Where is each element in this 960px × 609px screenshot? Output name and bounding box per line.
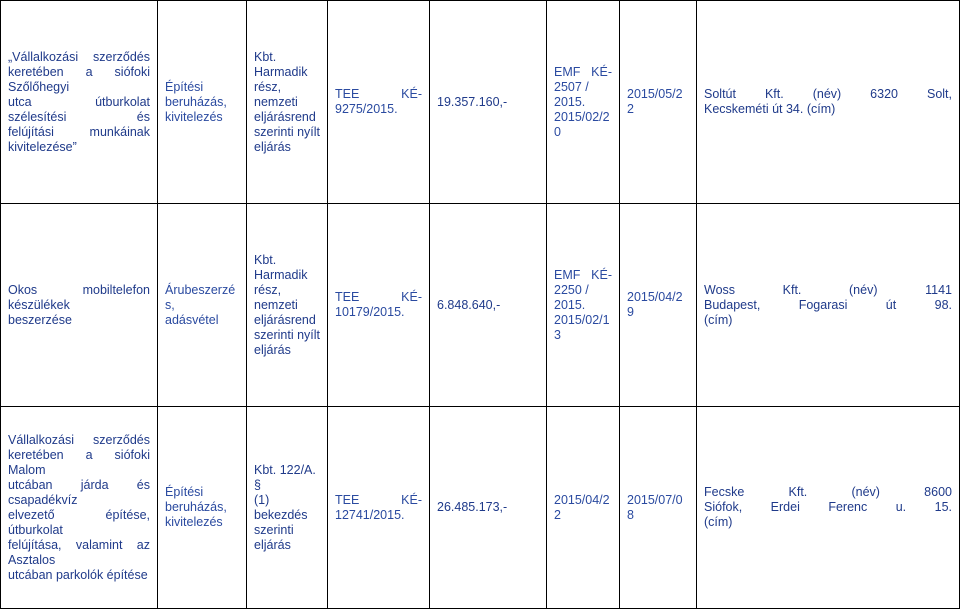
text-line: Építési [165, 79, 204, 94]
text-line: 2507 / 2015. [554, 79, 589, 109]
contract-description-cell [1, 1, 158, 204]
date-cell [620, 407, 697, 609]
text-line: EMF KÉ- [554, 267, 612, 282]
text-line: 2250 / 2015. [554, 282, 589, 312]
text-line: eljárás [254, 139, 291, 154]
contract-type-cell [158, 204, 247, 407]
contract-value-cell [430, 204, 547, 407]
text-line: 19.357.160,- [437, 94, 508, 109]
text-line: 6.848.640,- [437, 297, 501, 312]
text-line: Árubeszerzés, [165, 282, 236, 312]
text-line: Siófok, Erdei Ferenc u. 15. [704, 500, 952, 514]
text-line: Budapest, Fogarasi út 98. [704, 297, 952, 312]
text-line: Okos mobiltelefon készülékek [8, 282, 150, 312]
contract-value-cell [430, 1, 547, 204]
table-row [1, 1, 960, 204]
text-line: felújítási munkáinak [8, 124, 150, 139]
tee-reference-cell [328, 1, 430, 204]
text-line: keretében a siófoki Szőlőhegyi [8, 64, 150, 94]
text-line: eljárás [254, 342, 291, 357]
text-line: beruházás, [165, 500, 227, 514]
text-line: felújítása, valamint az Asztalos [8, 537, 150, 567]
procedure-cell [247, 204, 328, 407]
text-line: Vállalkozási szerződés [8, 432, 150, 447]
tee-reference-cell [328, 407, 430, 609]
winner-cell [697, 407, 960, 609]
text-line: kivitelezése” [8, 139, 77, 154]
text-line: 2015/02/13 [554, 312, 610, 342]
contract-value-cell [430, 407, 547, 609]
emf-reference-cell [547, 204, 620, 407]
text-line: 9275/2015. [335, 102, 398, 116]
text-line: (cím) [704, 312, 733, 327]
procedure-cell [247, 1, 328, 204]
winner-cell [697, 204, 960, 407]
tee-reference-cell [328, 204, 430, 407]
text-line: Kbt. 122/A. § [254, 462, 316, 492]
text-line: Kecskeméti út 34. (cím) [704, 102, 836, 116]
text-line: (cím) [704, 515, 733, 529]
text-line: eljárásrend [254, 109, 316, 124]
text-line: utcában járda és csapadékvíz [8, 477, 150, 507]
text-line: Építési [165, 485, 204, 499]
date-cell [620, 204, 697, 407]
text-line: kivitelezés [165, 109, 223, 124]
text-line: eljárásrend [254, 312, 316, 327]
procedure-cell [247, 407, 328, 609]
contract-type-cell [158, 1, 247, 204]
winner-cell [697, 1, 960, 204]
text-line: „Vállalkozási szerződés [8, 49, 150, 64]
text-line: 12741/2015. [335, 507, 405, 522]
text-line: TEE KÉ- [335, 290, 422, 304]
text-line: kivitelezés [165, 515, 223, 529]
text-line: TEE KÉ- [335, 492, 422, 507]
text-line: elvezető építése, útburkolat [8, 507, 150, 537]
text-line: utcában parkolók építése [8, 567, 148, 582]
emf-reference-cell [547, 1, 620, 204]
text-line: keretében a siófoki Malom [8, 447, 150, 477]
text-line: EMF KÉ- [554, 64, 612, 79]
text-line: Soltút Kft. (név) 6320 Solt, [704, 87, 952, 101]
contract-type-cell [158, 407, 247, 609]
text-line: utca útburkolat szélesítési és [8, 94, 150, 124]
text-line: TEE KÉ- [335, 87, 422, 101]
table-row [1, 204, 960, 407]
table-row [1, 407, 960, 609]
text-line: 2015/04/22 [554, 492, 610, 522]
text-line: szerinti nyílt [254, 327, 320, 342]
date-cell [620, 1, 697, 204]
text-line: (1) bekezdés [254, 492, 308, 522]
text-line: 26.485.173,- [437, 500, 508, 514]
text-line: Kbt. [254, 49, 277, 64]
text-line: Kbt. [254, 252, 277, 267]
text-line: 2015/05/22 [627, 87, 683, 116]
text-line: 2015/02/20 [554, 109, 610, 139]
text-line: beszerzése [8, 312, 72, 327]
text-line: Harmadik [254, 267, 308, 282]
text-line: Fecske Kft. (név) 8600 [704, 485, 952, 499]
text-line: Woss Kft. (név) 1141 [704, 282, 952, 297]
text-line: 2015/07/08 [627, 492, 683, 522]
text-line: rész, nemzeti [254, 79, 298, 109]
contract-description-cell [1, 407, 158, 609]
text-line: szerinti nyílt [254, 124, 320, 139]
text-line: szerinti [254, 522, 294, 537]
text-line: 10179/2015. [335, 305, 405, 319]
text-line: rész, nemzeti [254, 282, 298, 312]
emf-reference-cell [547, 407, 620, 609]
text-line: Harmadik [254, 64, 308, 79]
text-line: 2015/04/29 [627, 290, 683, 319]
text-line: eljárás [254, 537, 291, 552]
text-line: beruházás, [165, 94, 227, 109]
text-line: adásvétel [165, 312, 219, 327]
contract-description-cell [1, 204, 158, 407]
